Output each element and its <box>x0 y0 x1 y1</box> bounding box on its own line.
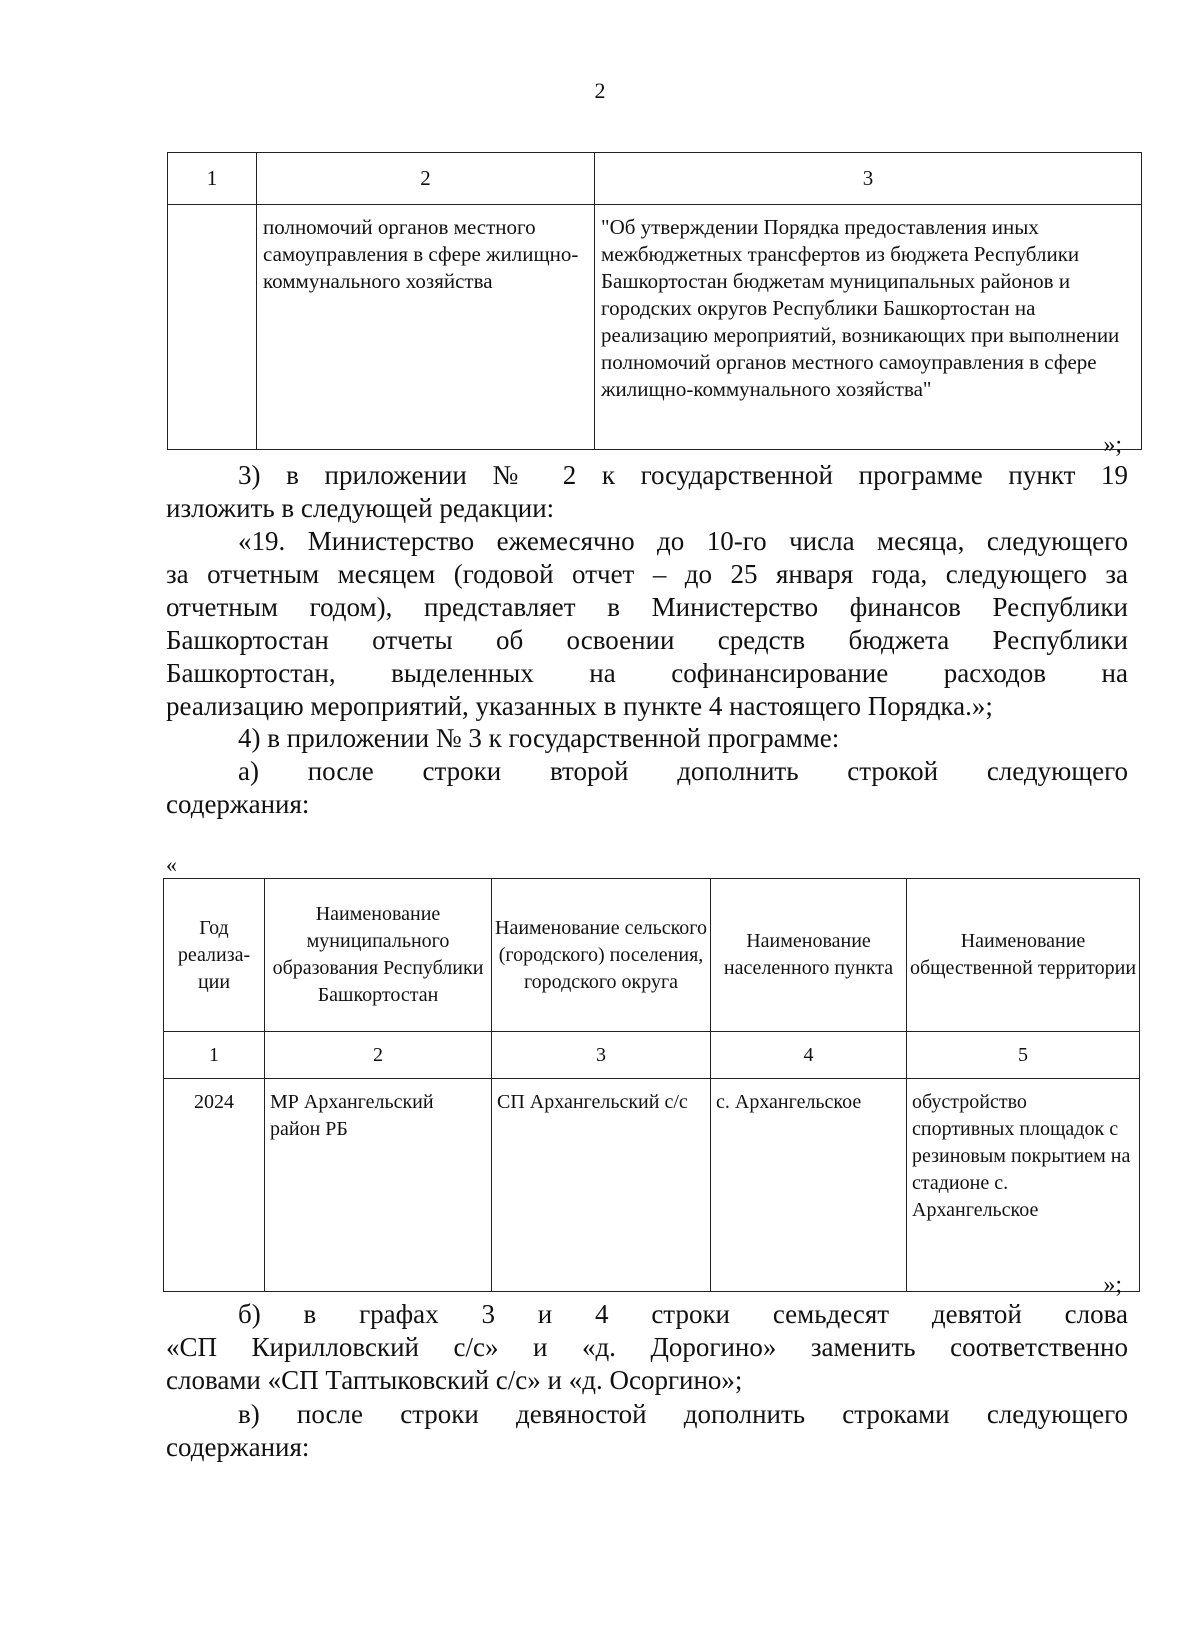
header-year: Год реализа-ции <box>164 879 265 1032</box>
cell-territory: обустройство спортивных площадок с резиновым покрытием на стадионе с. Архангельское <box>907 1079 1140 1292</box>
paragraph-a <box>166 755 1128 821</box>
header-municipality: Наименование муниципального образования Республики Башкортостан <box>265 879 492 1032</box>
paragraph-4 <box>166 722 1128 755</box>
header-cell-1: 1 <box>168 153 257 205</box>
cell-col1 <box>168 205 257 450</box>
table-row <box>168 205 1142 450</box>
closing-quote-1: »; <box>1103 432 1122 458</box>
table-row <box>164 1079 1140 1292</box>
cell-col2: полномочий органов местного самоуправления в сфере жилищно-коммунального хозяйства <box>257 205 595 450</box>
paragraph-3 <box>166 459 1128 525</box>
paragraph-3-line-2: изложить в следующей редакции: <box>166 493 555 523</box>
closing-quote-2: »; <box>1103 1272 1122 1298</box>
paragraph-19-line-1: «19. Министерство ежемесячно до 10-го числа месяца, следующего <box>238 526 1128 556</box>
paragraph-19-line-2: за отчетным месяцем (годовой отчет – до 25 января года, следующего за <box>166 559 1128 589</box>
paragraph-4-line-1: 4) в приложении № 3 к государственной программе: <box>238 723 840 753</box>
number-cell-2: 2 <box>265 1032 492 1079</box>
continuation-table <box>167 152 1142 450</box>
paragraph-v-line-1: в) после строки девяностой дополнить строками следующего <box>238 1399 1128 1429</box>
paragraph-v <box>166 1398 1128 1464</box>
number-cell-3: 3 <box>492 1032 711 1079</box>
header-cell-2: 2 <box>257 153 595 205</box>
number-cell-4: 4 <box>711 1032 907 1079</box>
header-locality: Наименование населенного пункта <box>711 879 907 1032</box>
number-cell-5: 5 <box>907 1032 1140 1079</box>
cell-settlement: СП Архангельский с/с <box>492 1079 711 1292</box>
header-cell-3: 3 <box>595 153 1142 205</box>
paragraph-v-line-2: содержания: <box>166 1432 310 1462</box>
opening-quote: « <box>166 852 177 877</box>
territories-table <box>163 878 1140 1292</box>
cell-municipality: МР Архангельский район РБ <box>265 1079 492 1292</box>
paragraph-19-line-5: Башкортостан, выделенных на софинансирование расходов на <box>166 658 1128 688</box>
table-header-row <box>164 879 1140 1032</box>
paragraph-b-line-2: «СП Кирилловский с/с» и «д. Дорогино» заменить соответственно <box>166 1332 1128 1362</box>
paragraph-b-line-3: словами «СП Таптыковский с/с» и «д. Осоргино»; <box>166 1365 743 1395</box>
page-number: 2 <box>594 78 606 103</box>
cell-year: 2024 <box>164 1079 265 1292</box>
cell-locality: с. Архангельское <box>711 1079 907 1292</box>
paragraph-3-line-1: 3) в приложении № 2 к государственной программе пункт 19 <box>238 460 1128 490</box>
paragraph-a-line-2: содержания: <box>166 789 310 819</box>
number-cell-1: 1 <box>164 1032 265 1079</box>
paragraph-b <box>166 1298 1128 1397</box>
paragraph-19 <box>166 525 1128 723</box>
paragraph-19-line-6: реализацию мероприятий, указанных в пункте 4 настоящего Порядка.»; <box>166 691 993 721</box>
paragraph-19-line-3: отчетным годом), представляет в Министерство финансов Республики <box>166 592 1128 622</box>
paragraph-a-line-1: а) после строки второй дополнить строкой следующего <box>238 756 1128 786</box>
cell-col3: "Об утверждении Порядка предоставления иных межбюджетных трансфертов из бюджета Республики Башкортостан бюджетам муниципальных районов и городских округов Республики Башкортостан на реализацию мероприятий, возникающих при выполнении полномочий органов местного самоуправления в сфере жилищно-коммунального хозяйства" <box>595 205 1142 450</box>
table-numbering-row <box>164 1032 1140 1079</box>
header-settlement: Наименование сельского (городского) поселения, городского округа <box>492 879 711 1032</box>
paragraph-19-line-4: Башкортостан отчеты об освоении средств бюджета Республики <box>166 625 1128 655</box>
header-territory: Наименование общественной территории <box>907 879 1140 1032</box>
paragraph-b-line-1: б) в графах 3 и 4 строки семьдесят девятой слова <box>238 1299 1128 1329</box>
table-header-row <box>168 153 1142 205</box>
